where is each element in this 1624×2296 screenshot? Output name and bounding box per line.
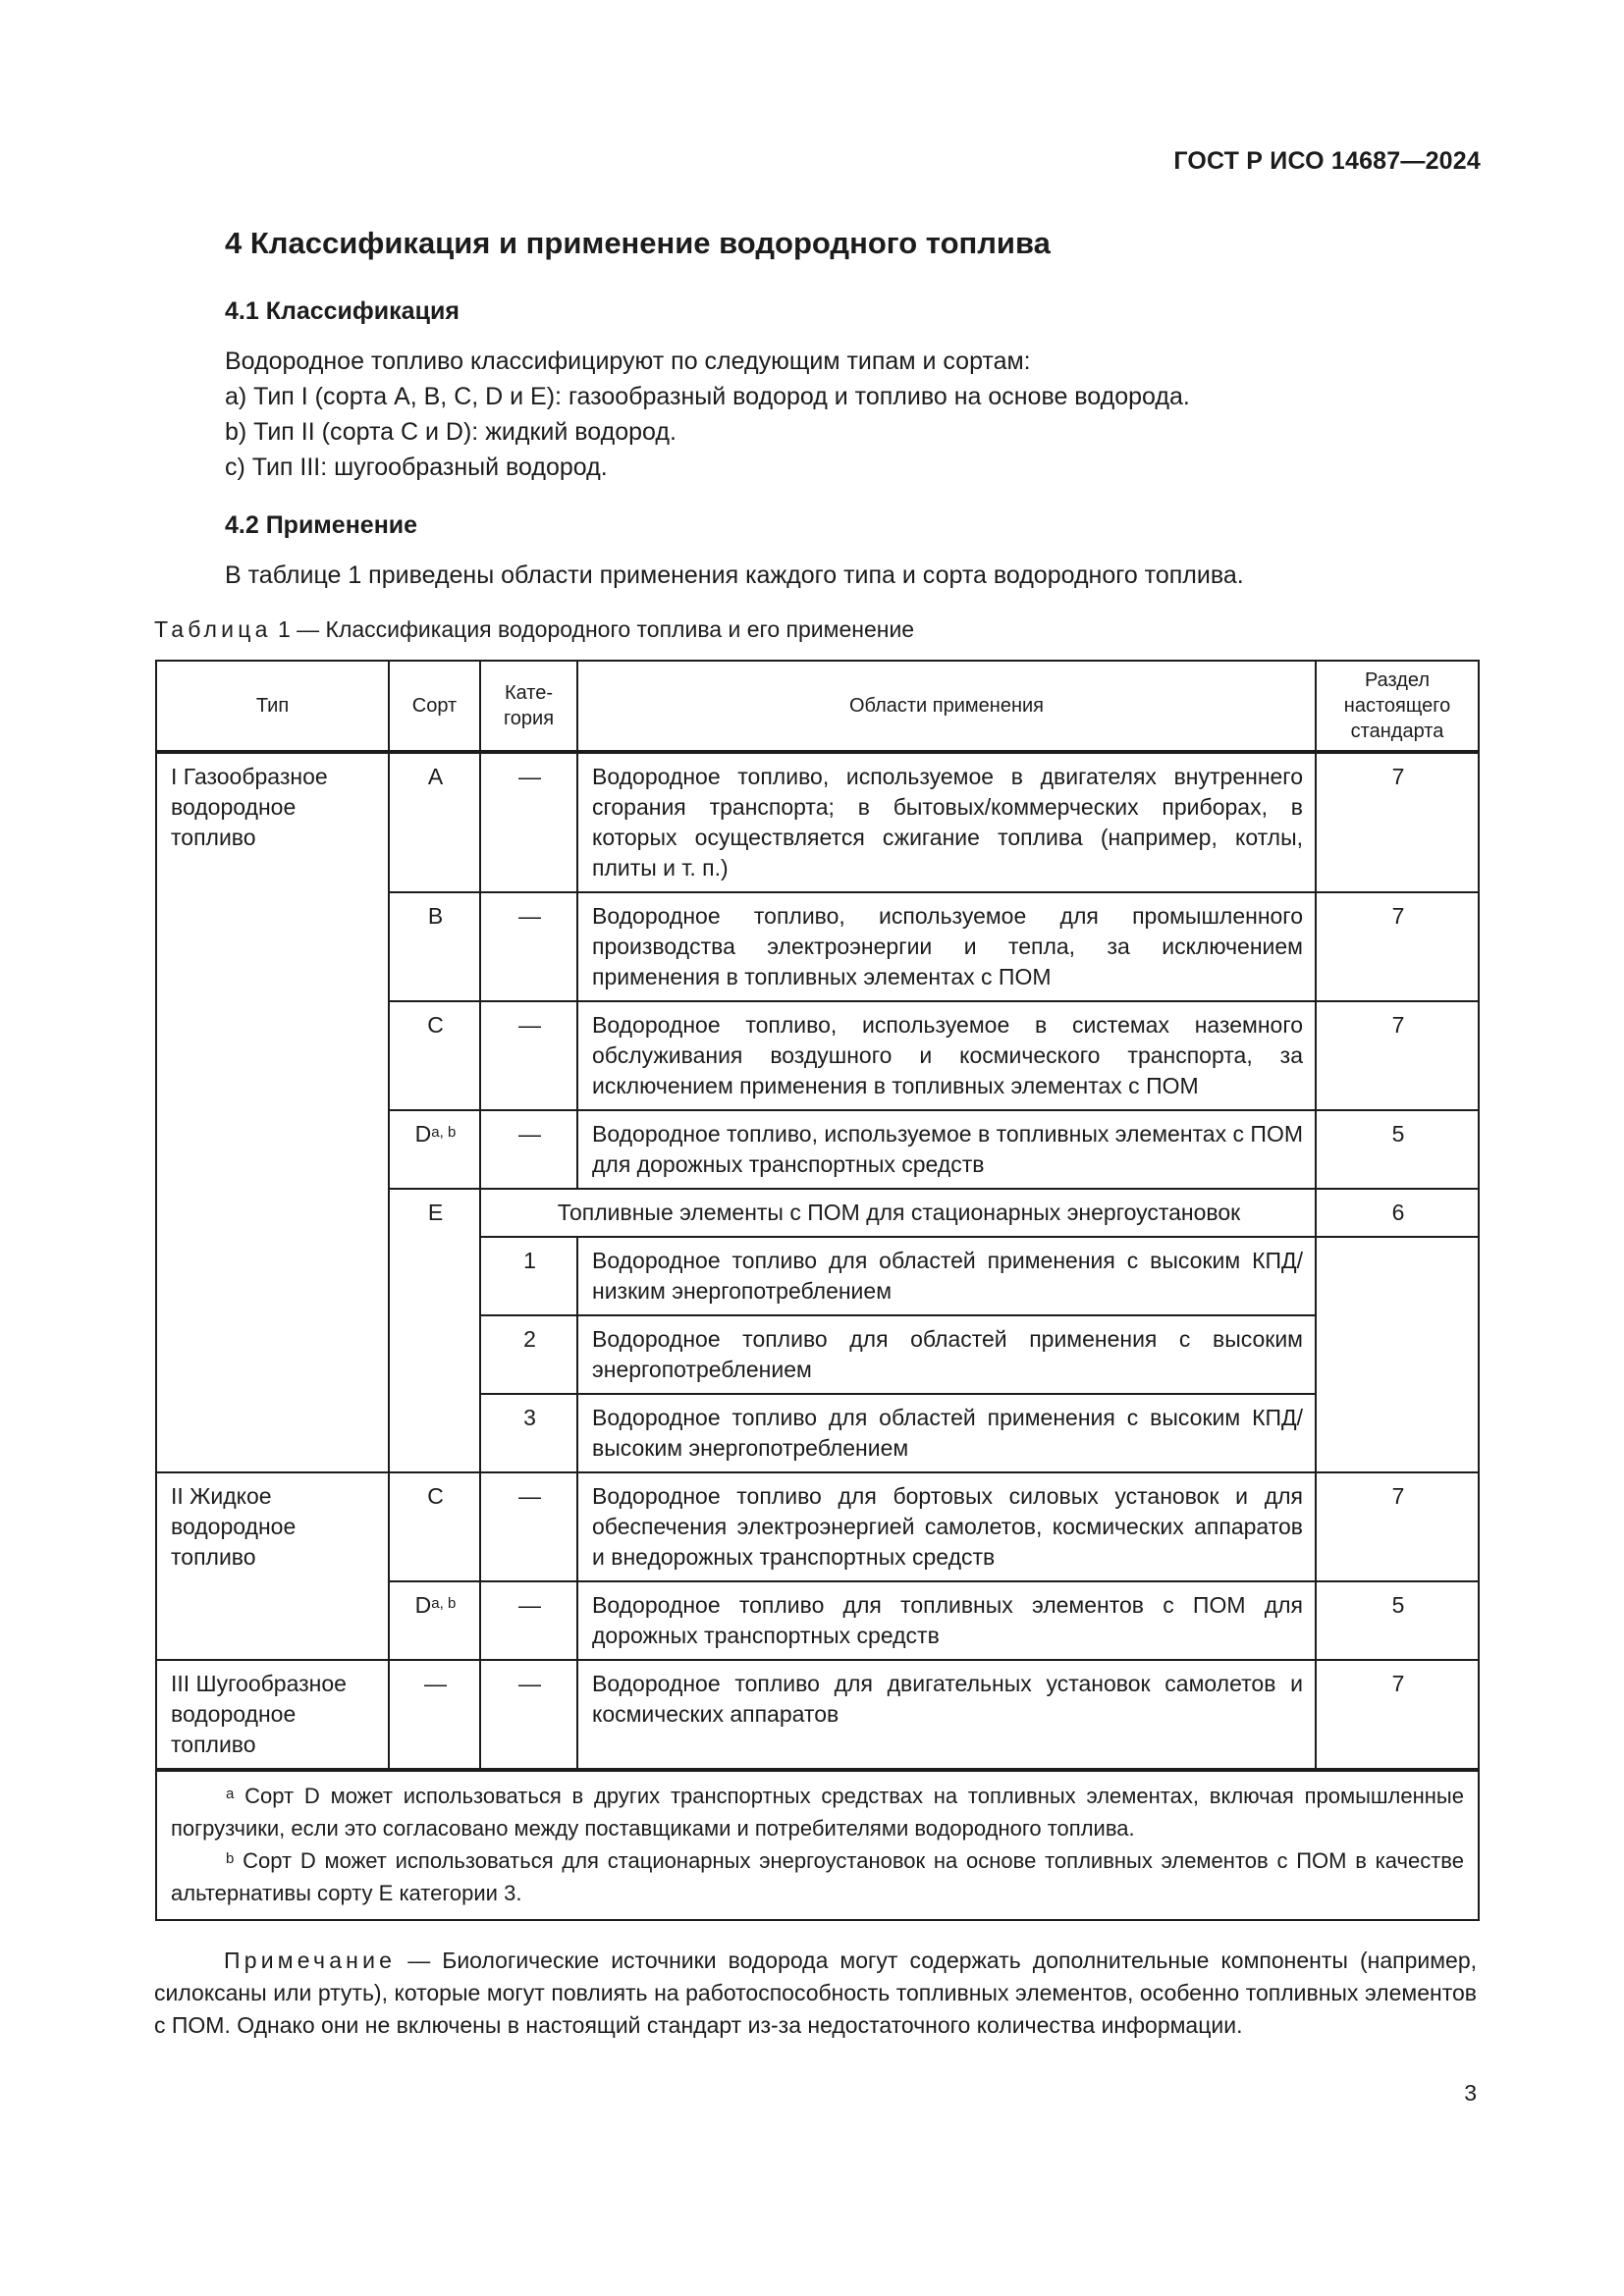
table-row — [156, 752, 1479, 892]
category-cell: 3 — [480, 1394, 577, 1472]
table-row — [156, 1472, 1479, 1581]
footnote-ref: a, b — [431, 1124, 457, 1141]
application-cell: Водородное топливо для областей применения с высоким энергопотреблением — [577, 1315, 1316, 1394]
category-cell: — — [480, 1472, 577, 1581]
grade-cell: A — [389, 752, 480, 892]
table-caption — [154, 616, 914, 643]
footnote-b — [171, 1844, 1464, 1909]
note-text: — Биологические источники водорода могут содержать дополнительные компоненты (например, силоксаны или ртуть), которые могут повлиять на работоспособность топливных элементов, особенно топливных элементов с ПОМ. Однако они не включены в настоящий стандарт из-за недостаточного количества информации. — [154, 1948, 1477, 2038]
application-cell: Водородное топливо, используемое для промышленного производства электроэнергии и тепла, за исключением применения в топливных элементах с ПОМ — [577, 892, 1316, 1001]
footnotes-row — [156, 1770, 1479, 1920]
table-caption-text: 1 — Классификация водородного топлива и его применение — [277, 616, 915, 642]
header-category: Кате- гория — [480, 661, 577, 752]
grade-cell — [389, 1110, 480, 1189]
header-type: Тип — [156, 661, 389, 752]
application-cell: Водородное топливо для двигательных установок самолетов и космических аппаратов — [577, 1660, 1316, 1770]
application-cell: Топливные элементы с ПОМ для стационарных энергоустановок — [480, 1189, 1316, 1237]
application-text: В таблице 1 приведены области применения каждого типа и сорта водородного топлива. — [225, 561, 1244, 589]
category-cell: — — [480, 752, 577, 892]
grade-cell: E — [389, 1189, 480, 1472]
note-label: Примечание — [224, 1948, 397, 1973]
section-cell: 6 — [1316, 1189, 1479, 1237]
document-code: ГОСТ Р ИСО 14687—2024 — [1173, 147, 1481, 175]
header-applications: Области применения — [577, 661, 1316, 752]
classification-intro: Водородное топливо классифицируют по следующим типам и сортам: — [225, 347, 1031, 375]
application-cell: Водородное топливо для бортовых силовых установок и для обеспечения электроэнергией самолетов, космических аппаратов и внедорожных транспортных средств — [577, 1472, 1316, 1581]
section-4-1-title: 4.1 Классификация — [225, 297, 460, 325]
footnotes-cell — [156, 1770, 1479, 1920]
category-cell: 2 — [480, 1315, 577, 1394]
section-cell: 7 — [1316, 892, 1479, 1001]
grade-cell: B — [389, 892, 480, 1001]
category-cell: — — [480, 1110, 577, 1189]
note-paragraph — [154, 1945, 1477, 2042]
grade-cell: — — [389, 1660, 480, 1770]
section-4-title: 4 Классификация и применение водородного топлива — [225, 226, 1051, 260]
header-grade: Сорт — [389, 661, 480, 752]
application-cell: Водородное топливо, используемое в топливных элементах с ПОМ для дорожных транспортных средств — [577, 1110, 1316, 1189]
application-cell: Водородное топливо для топливных элементов с ПОМ для дорожных транспортных средств — [577, 1581, 1316, 1660]
list-item: b) Тип II (сорта C и D): жидкий водород. — [225, 418, 677, 446]
category-cell: — — [480, 1581, 577, 1660]
category-cell: — — [480, 1001, 577, 1110]
section-cell: 7 — [1316, 1001, 1479, 1110]
table-caption-label: Таблица — [154, 616, 272, 642]
footnote-text: Сорт D может использоваться в других транспортных средствах на топливных элементах, включая промышленные погрузчики, если это согласовано между поставщиками и потребителями водородного топлива. — [171, 1784, 1464, 1841]
section-cell: 7 — [1316, 1660, 1479, 1770]
table-row — [156, 1660, 1479, 1770]
application-cell: Водородное топливо, используемое в двигателях внутреннего сгорания транспорта; в бытовых/коммерческих приборах, в которых осуществляется сжигание топлива (например, котлы, плиты и т. п.) — [577, 752, 1316, 892]
footnote-text: Сорт D может использоваться для стационарных энергоустановок на основе топливных элементов с ПОМ в качестве альтернативы сорту E категории 3. — [171, 1848, 1464, 1905]
list-item: c) Тип III: шугообразный водород. — [225, 454, 608, 481]
grade-letter: D — [414, 1121, 432, 1147]
section-4-2-title: 4.2 Применение — [225, 511, 418, 539]
page-number: 3 — [1464, 2080, 1477, 2106]
category-cell: — — [480, 1660, 577, 1770]
type-cell: I Газообразное водородное топливо — [156, 752, 389, 1472]
grade-cell: C — [389, 1472, 480, 1581]
application-cell: Водородное топливо, используемое в системах наземного обслуживания воздушного и космического транспорта, за исключением применения в топливных элементах с ПОМ — [577, 1001, 1316, 1110]
type-cell: III Шугообразное водородное топливо — [156, 1660, 389, 1770]
footnote-mark: b — [226, 1850, 235, 1867]
category-cell: — — [480, 892, 577, 1001]
list-item: a) Тип I (сорта A, B, C, D и E): газообразный водород и топливо на основе водорода. — [225, 383, 1190, 410]
section-cell: 7 — [1316, 752, 1479, 892]
category-cell: 1 — [480, 1237, 577, 1315]
type-cell: II Жидкое водородное топливо — [156, 1472, 389, 1660]
footnote-ref: a, b — [431, 1595, 457, 1612]
classification-table — [155, 660, 1480, 1921]
header-section: Раздел настоящего стандарта — [1316, 661, 1479, 752]
footnote-mark: a — [226, 1786, 235, 1802]
table-header-row — [156, 661, 1479, 752]
application-cell: Водородное топливо для областей применения с высоким КПД/высоким энергопотреблением — [577, 1394, 1316, 1472]
application-cell: Водородное топливо для областей применения с высоким КПД/низким энергопотреблением — [577, 1237, 1316, 1315]
grade-letter: D — [414, 1592, 432, 1618]
footnote-a — [171, 1780, 1464, 1844]
grade-cell — [389, 1581, 480, 1660]
section-cell: 5 — [1316, 1110, 1479, 1189]
grade-cell: C — [389, 1001, 480, 1110]
section-cell-empty — [1316, 1237, 1479, 1472]
section-cell: 5 — [1316, 1581, 1479, 1660]
section-cell: 7 — [1316, 1472, 1479, 1581]
